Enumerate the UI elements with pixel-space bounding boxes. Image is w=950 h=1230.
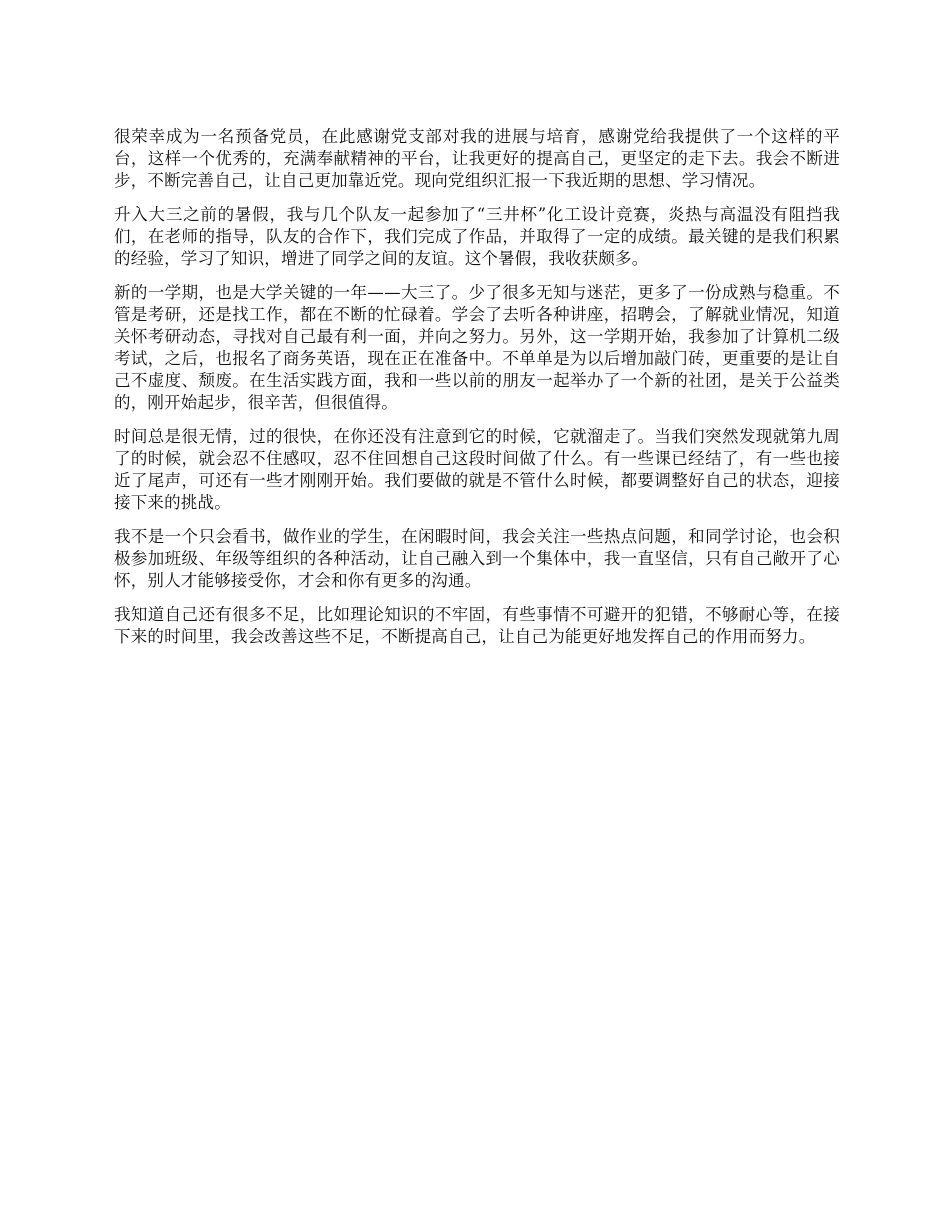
paragraph-time-reflection: 时间总是很无情，过的很快，在你还没有注意到它的时候，它就溜走了。当我们突然发现就第九周了的时候，就会忍不住感叹，忍不住回想自己这段时间做了什么。有一些课已经结了，有一些也接近了尾声，可还有一些才刚刚开始。我们要做的就是不管什么时候，都要调整好自己的状态，迎接接下来的挑战。 — [114, 427, 840, 512]
paragraph-summer-competition: 升入大三之前的暑假，我与几个队友一起参加了“三井杯”化工设计竞赛，炎热与高温没有阻挡我们，在老师的指导，队友的合作下，我们完成了作品，并取得了一定的成绩。最关键的是我们积累的经验，学习了知识，增进了同学之间的友谊。这个暑假，我收获颇多。 — [114, 205, 840, 268]
paragraph-shortcomings: 我知道自己还有很多不足，比如理论知识的不牢固，有些事情不可避开的犯错，不够耐心等，在接下来的时间里，我会改善这些不足，不断提高自己，让自己为能更好地发挥自己的作用而努力。 — [114, 605, 840, 646]
paragraph-new-semester: 新的一学期，也是大学关键的一年——大三了。少了很多无知与迷茫，更多了一份成熟与稳重。不管是考研，还是找工作，都在不断的忙碌着。学会了去听各种讲座，招聘会，了解就业情况，知道关怀考研动态，寻找对自己最有利一面，并向之努力。另外，这一学期开始，我参加了计算机二级考试，之后，也报名了商务英语，现在正在准备中。不单单是为以后增加敲门砖，更重要的是让自己不虚度、颓废。在生活实践方面，我和一些以前的朋友一起举办了一个新的社团，是关于公益类的，刚开始起步，很辛苦，但很值得。 — [114, 283, 840, 412]
document-body — [114, 126, 840, 660]
paragraph-intro: 很荣幸成为一名预备党员，在此感谢党支部对我的进展与培育，感谢党给我提供了一个这样的平台，这样一个优秀的，充满奉献精神的平台，让我更好的提高自己，更坚定的走下去。我会不断进步，不断完善自己，让自己更加靠近党。现向党组织汇报一下我近期的思想、学习情况。 — [114, 127, 840, 190]
paragraph-activities: 我不是一个只会看书，做作业的学生，在闲暇时间，我会关注一些热点问题，和同学讨论，也会积极参加班级、年级等组织的各种活动，让自己融入到一个集体中，我一直坚信，只有自己敞开了心怀，别人才能够接受你，才会和你有更多的沟通。 — [114, 527, 840, 590]
